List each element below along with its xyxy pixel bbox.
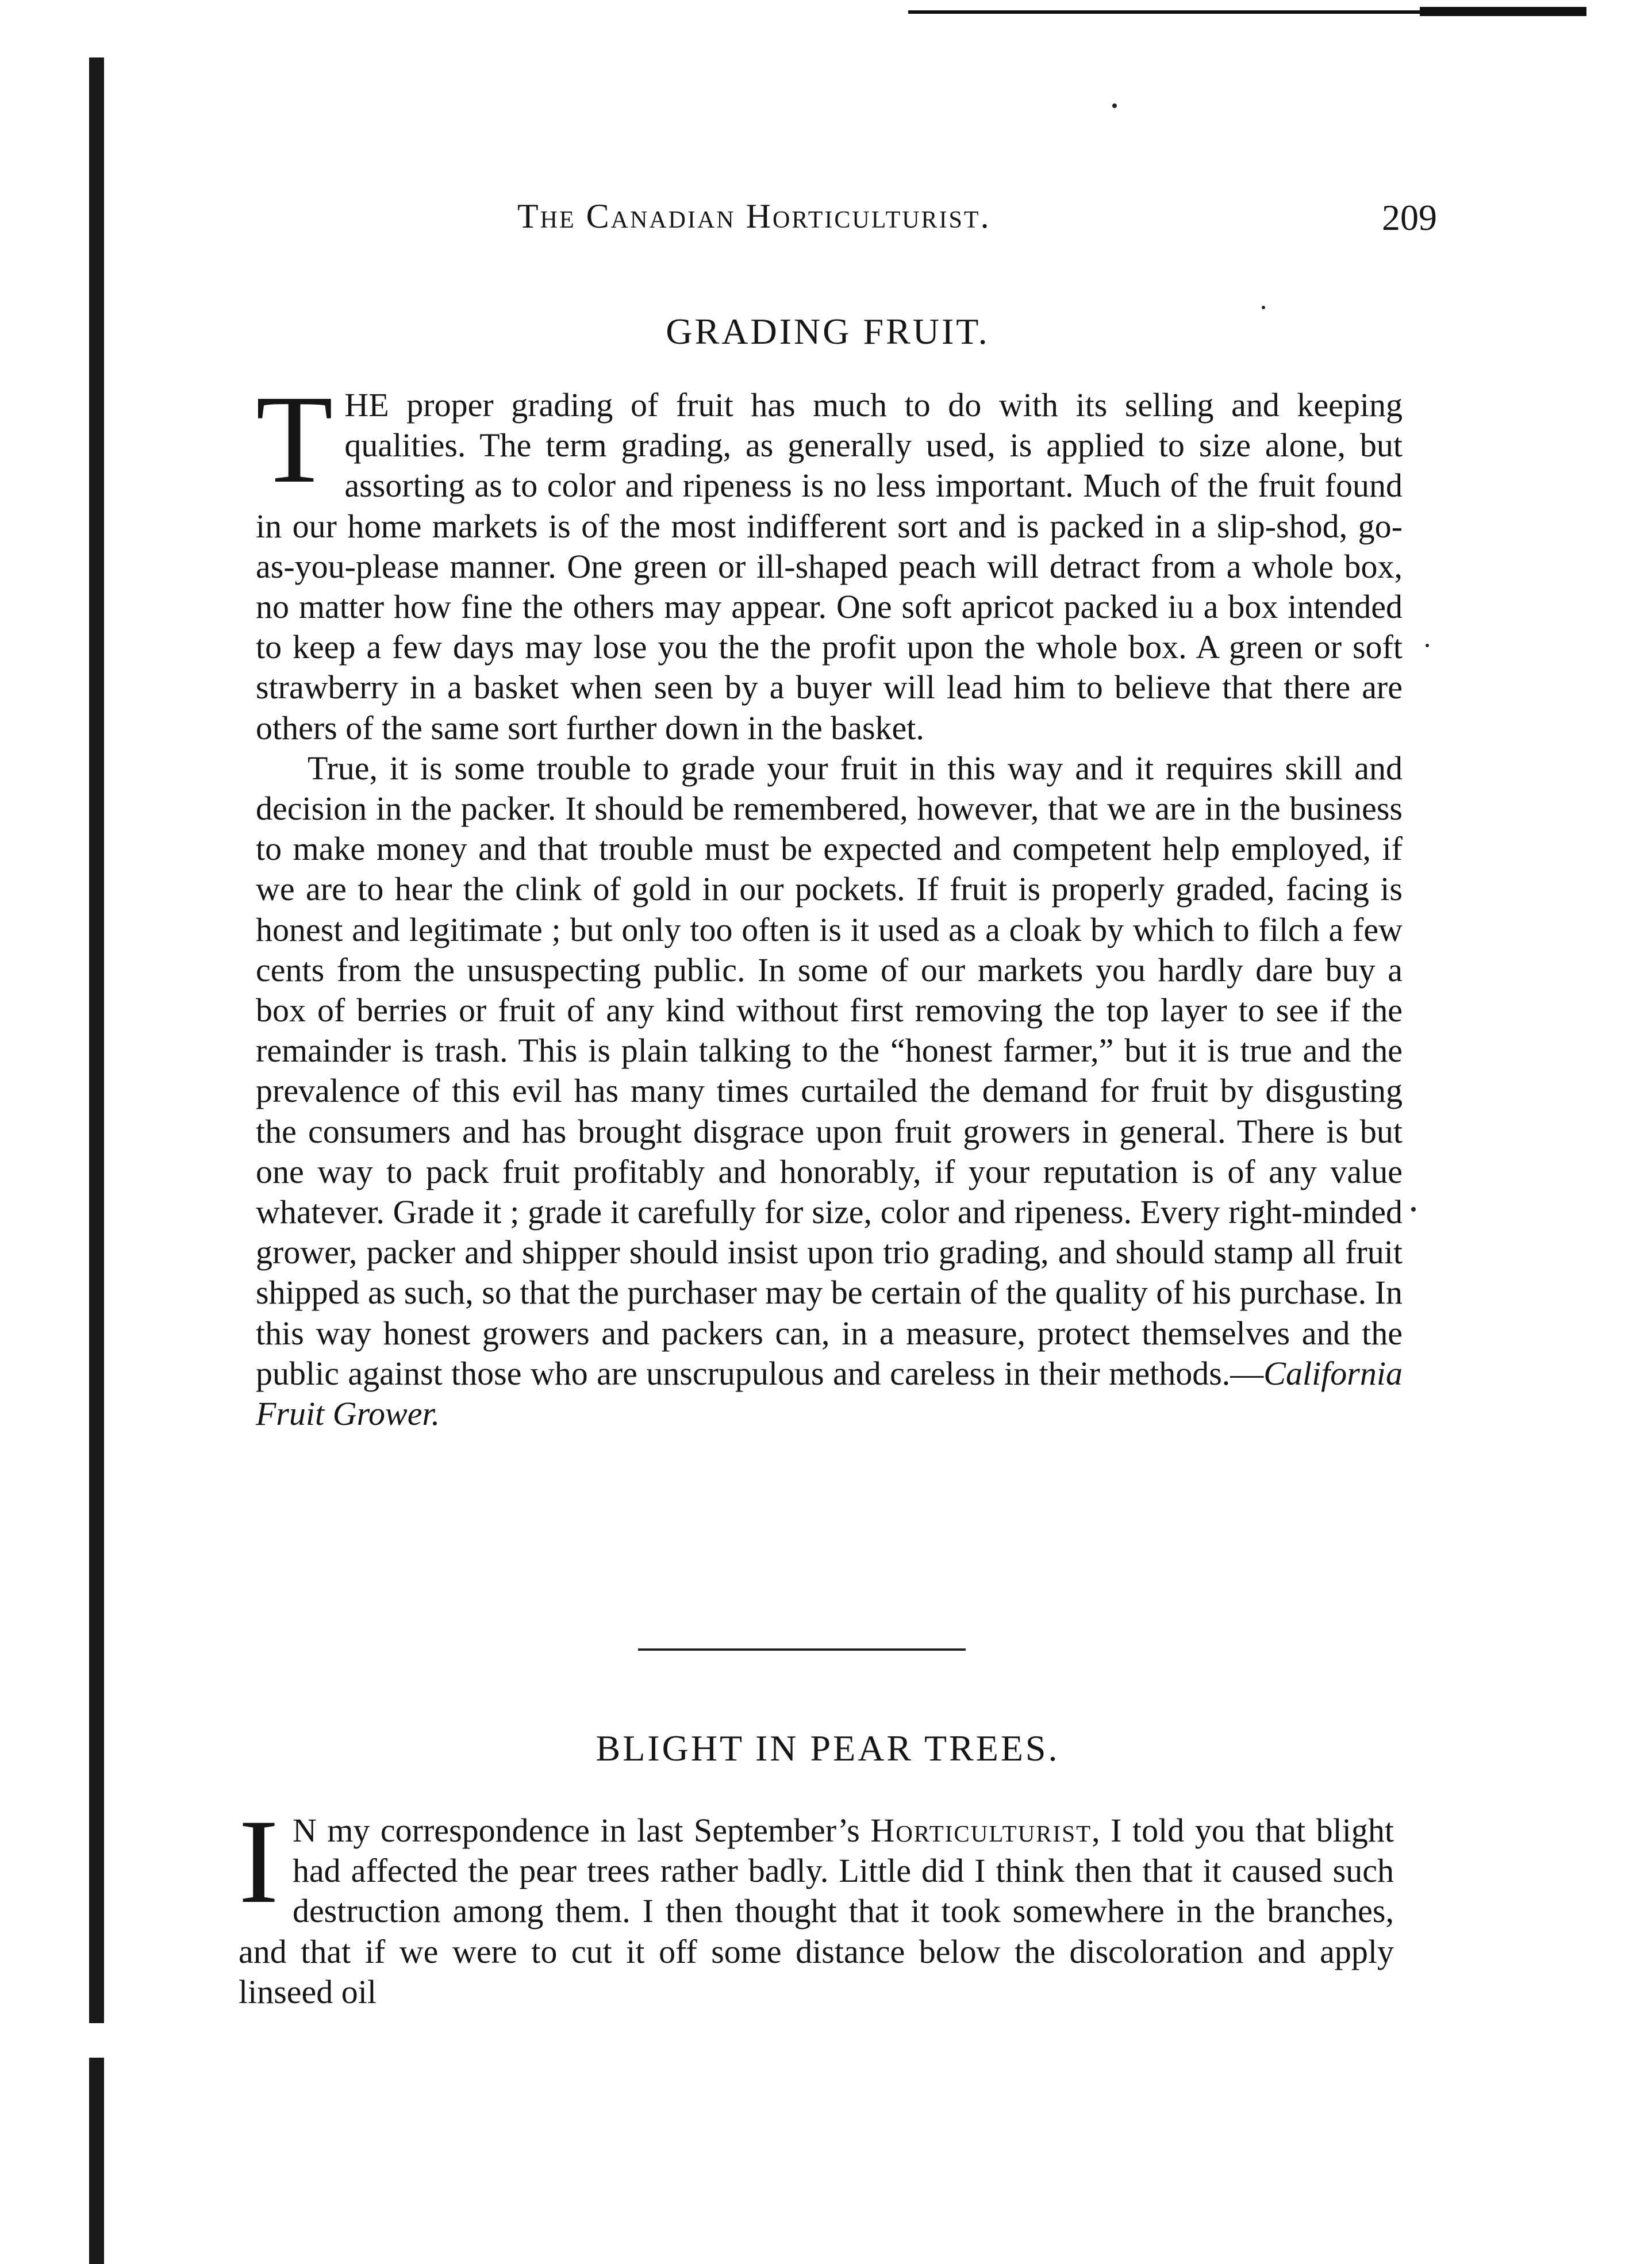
paragraph-text: proper grading of fruit has much to do with its selling and keeping qualities. The term grading, as generally used, is applied to size alone, but assorting as to color and ripeness is no less important. Much of the fruit found in our home markets is of the most indifferent sort and is packed in a slip-shod, go-as-you-please manner. One green or ill-shaped peach will detract from a whole box, no matter how fine the others may appear. One soft apricot packed iu a box intended to keep a few days may lose you the the profit upon the whole box. A green or soft strawberry in a basket when seen by a buyer will lead him to believe that there are others of the same sort further down in the basket.	[256, 386, 1403, 747]
paragraph	[256, 369, 1403, 748]
article-body	[239, 1795, 1394, 2012]
first-word-rest: N	[292, 1812, 317, 1849]
scan-speck	[1112, 103, 1117, 108]
page-number: 209	[1382, 197, 1437, 238]
scan-speck	[1426, 644, 1429, 647]
scan-top-rule-heavy	[1420, 7, 1586, 16]
paragraph	[256, 748, 1403, 1434]
article-title: GRADING FRUIT.	[666, 311, 990, 352]
source-citation: California Fruit Grower.	[256, 1354, 1403, 1433]
publication-reference: Horticulturist	[870, 1812, 1092, 1849]
first-word-rest: HE	[344, 386, 389, 424]
paragraph-text: , I told you that blight had affected the pear trees rather badly. Little did I think then that it caused such destruction among them. I then thought that it took somewhere in the branches, and that if we were to cut it off some distance below the discoloration and apply linseed oil	[239, 1812, 1394, 2011]
scan-binding-gap	[89, 2023, 104, 2058]
scan-speck	[1411, 1207, 1416, 1212]
paragraph	[239, 1795, 1394, 2012]
scan-binding-edge	[89, 57, 104, 2264]
article-title: BLIGHT IN PEAR TREES.	[596, 1728, 1060, 1769]
scan-speck	[1262, 306, 1265, 309]
paragraph-text: my correspondence in last September’s	[316, 1812, 871, 1849]
section-divider	[638, 1648, 966, 1651]
running-title: The Canadian Horticulturist.	[517, 197, 991, 235]
paragraph-text: True, it is some trouble to grade your fruit in this way and it requires skill and decision in the packer. It should be remembered, however, that we are in the business to make money and that trouble must be expected and competent help employed, if we are to hear the clink of gold in our pockets. If fruit is properly graded, facing is honest and legitimate ; but only too often is it used as a cloak by which to filch a few cents from the unsuspecting public. In some of our markets you hardly dare buy a box of berries or fruit of any kind without first removing the top layer to see if the remainder is trash. This is plain talking to the “honest farmer,” but it is true and the prevalence of this evil has many times curtailed the demand for fruit by disgusting the consumers and has brought disgrace upon fruit growers in general. There is but one way to pack fruit profitably and honorably, if your reputation is of any value whatever. Grade it ; grade it carefully for size, color and ripeness. Every right-minded grower, packer and shipper should insist upon trio grading, and should stamp all fruit shipped as such, so that the purchaser may be certain of the quality of his purchase. In this way honest growers and packers can, in a measure, protect themselves and the public against those who are unscrupulous and careless in their methods.—	[256, 749, 1403, 1392]
article-body	[256, 369, 1403, 1434]
drop-cap: I	[239, 1795, 279, 1928]
drop-cap: T	[256, 369, 333, 509]
